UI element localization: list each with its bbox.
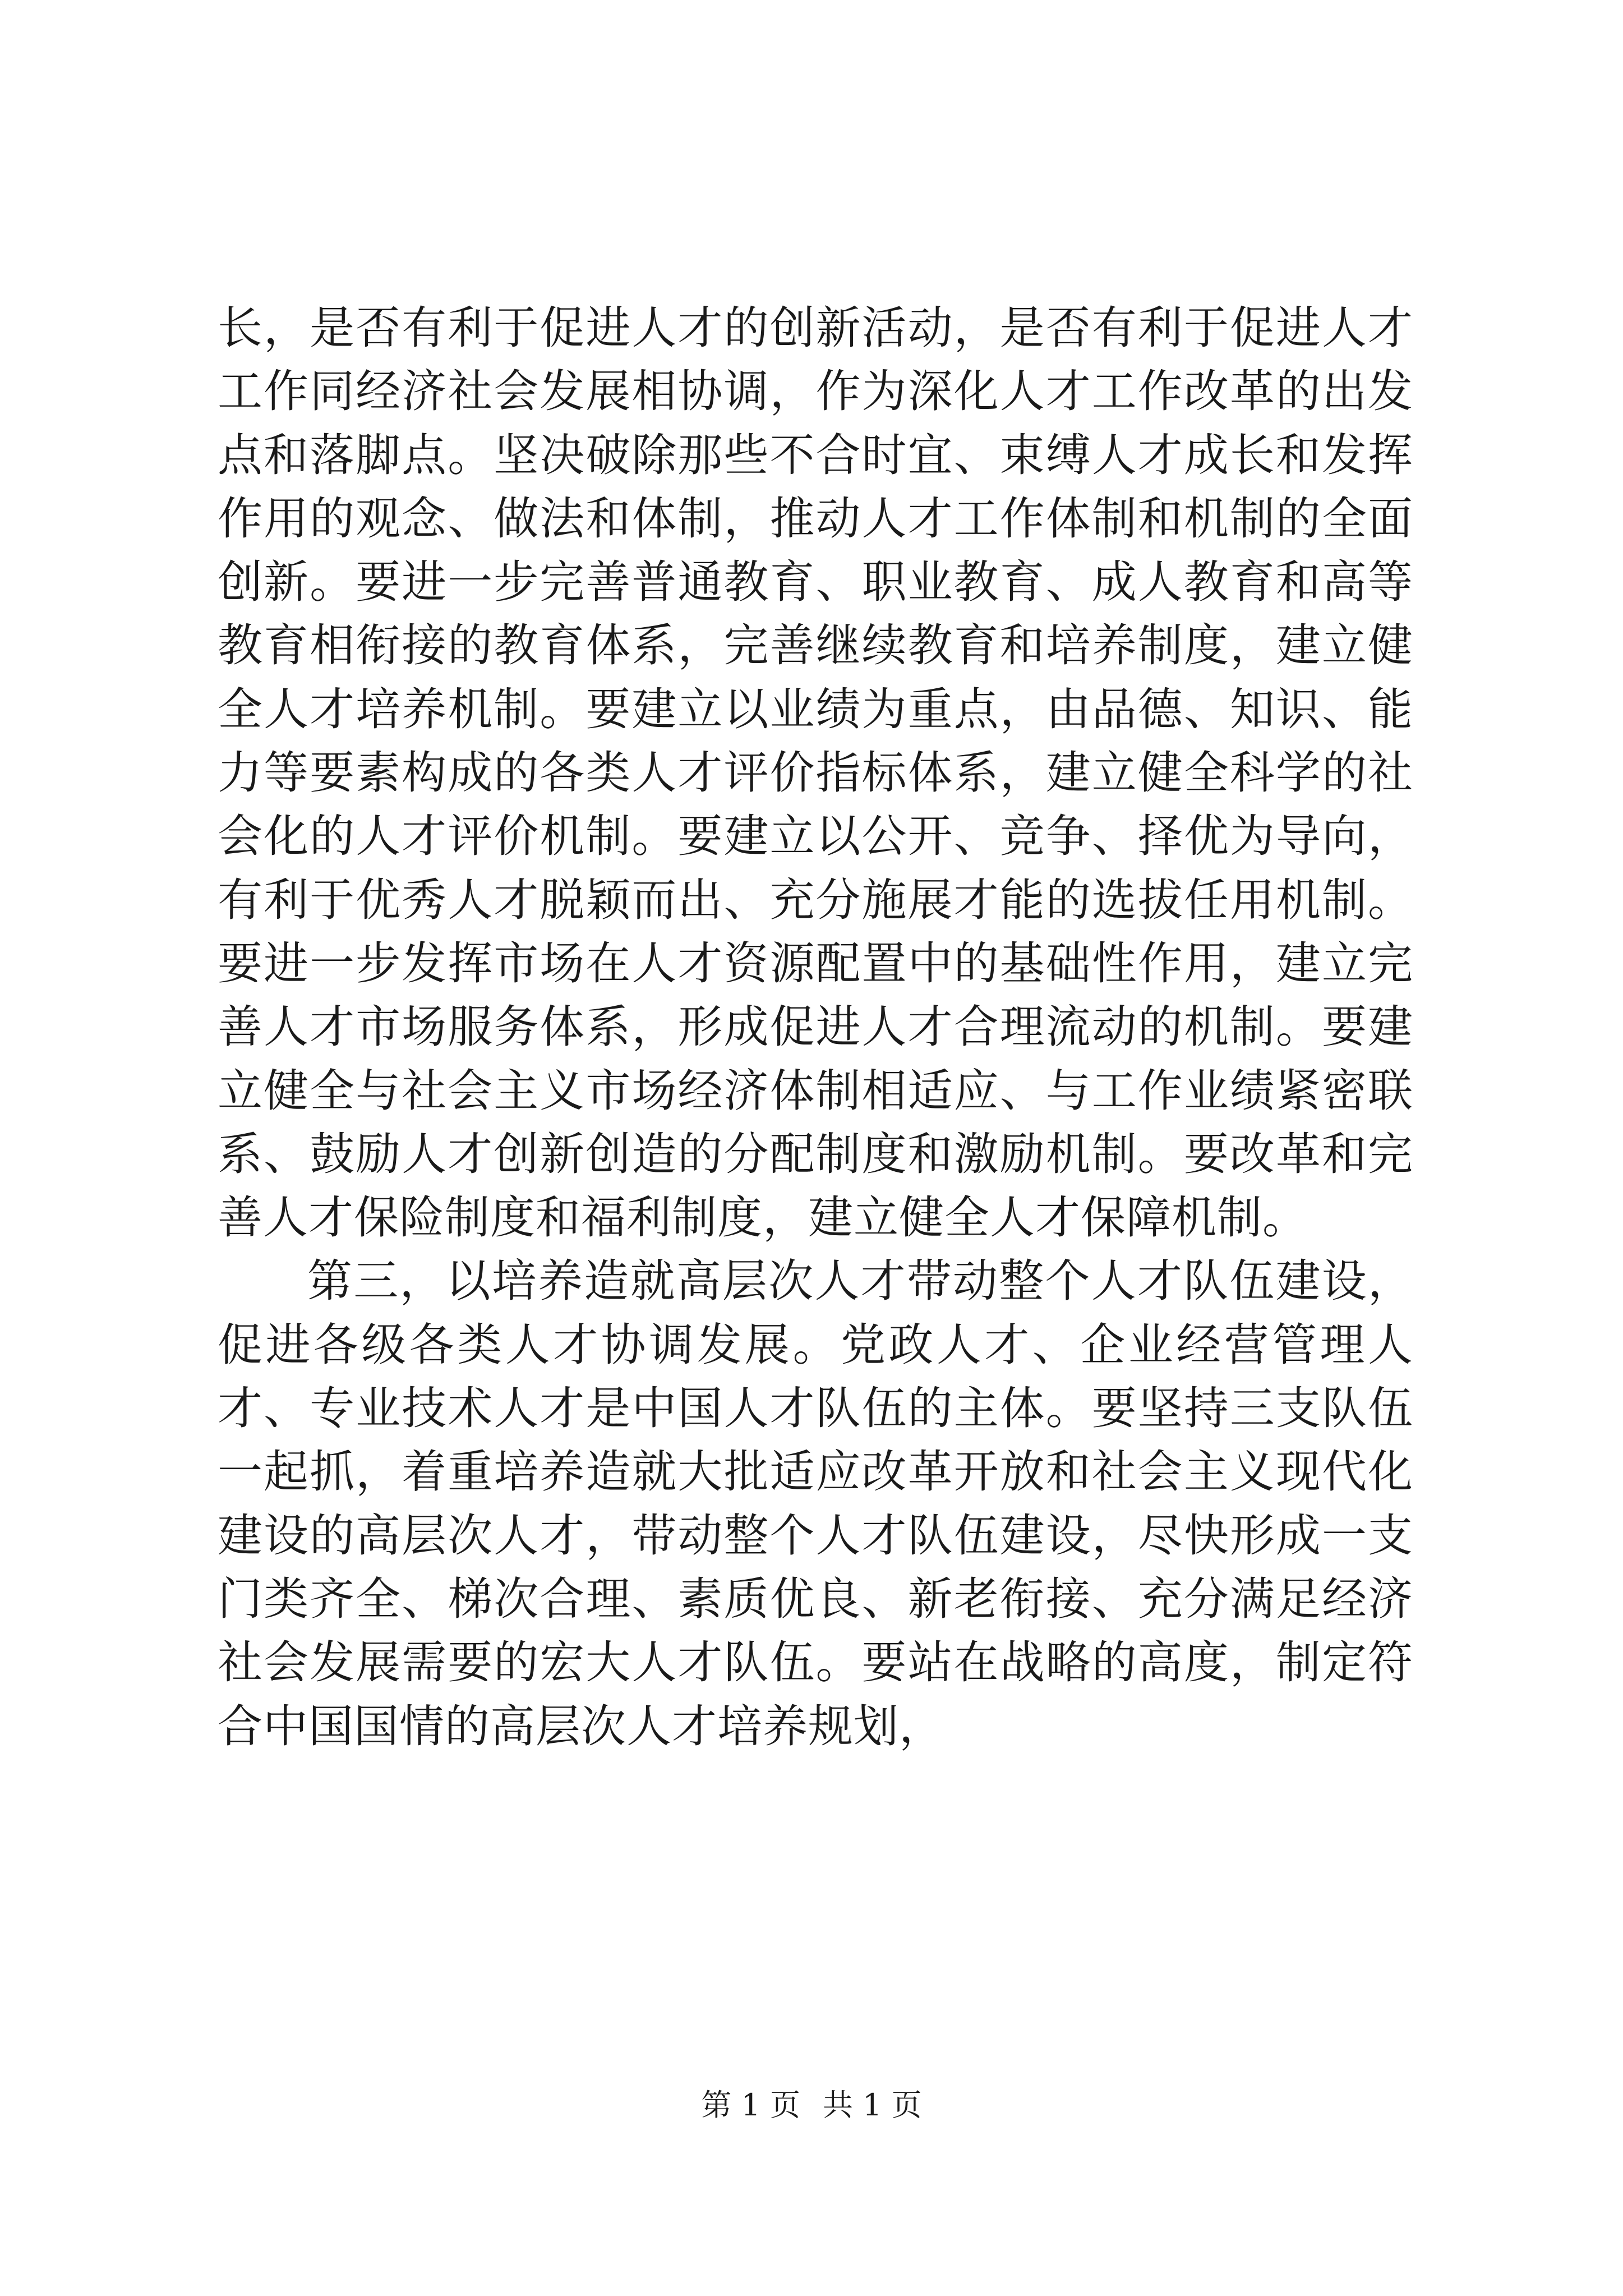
page-total: 共 1 页 — [823, 2087, 922, 2123]
paragraph-1: 长，是否有利于促进人才的创新活动，是否有利于促进人才工作同经济社会发展相协调，作为深化人才工作改革的出发点和落脚点。坚决破除那些不合时宜、束缚人才成长和发挥作用的观念、做法和体制，推动人才工作体制和机制的全面创新。要进一步完善普通教育、职业教育、成人教育和高等教育相衔接的教育体系，完善继续教育和培养制度，建立健全人才培养机制。要建立以业绩为重点，由品德、知识、能力等要素构成的各类人才评价指标体系，建立健全科学的社会化的人才评价机制。要建立以公开、竞争、择优为导向，有利于优秀人才脱颖而出、充分施展才能的选拔任用机制。要进一步发挥市场在人才资源配置中的基础性作用，建立完善人才市场服务体系，形成促进人才合理流动的机制。要建立健全与社会主义市场经济体制相适应、与工作业绩紧密联系、鼓励人才创新创造的分配制度和激励机制。要改革和完善人才保险制度和福利制度，建立健全人才保障机制。 — [218, 302, 1413, 1244]
page-footer — [0, 2086, 1623, 2125]
document-body — [218, 296, 1413, 1758]
paragraph-2: 第三，以培养造就高层次人才带动整个人才队伍建设，促进各级各类人才协调发展。党政人才、企业经营管理人才、专业技术人才是中国人才队伍的主体。要坚持三支队伍一起抓，着重培养造就大批适应改革开放和社会主义现代化建设的高层次人才，带动整个人才队伍建设，尽快形成一支门类齐全、梯次合理、素质优良、新老衔接、充分满足经济社会发展需要的宏大人才队伍。要站在战略的高度，制定符合中国国情的高层次人才培养规划， — [218, 1255, 1413, 1752]
page-number: 第 1 页 — [701, 2087, 800, 2123]
